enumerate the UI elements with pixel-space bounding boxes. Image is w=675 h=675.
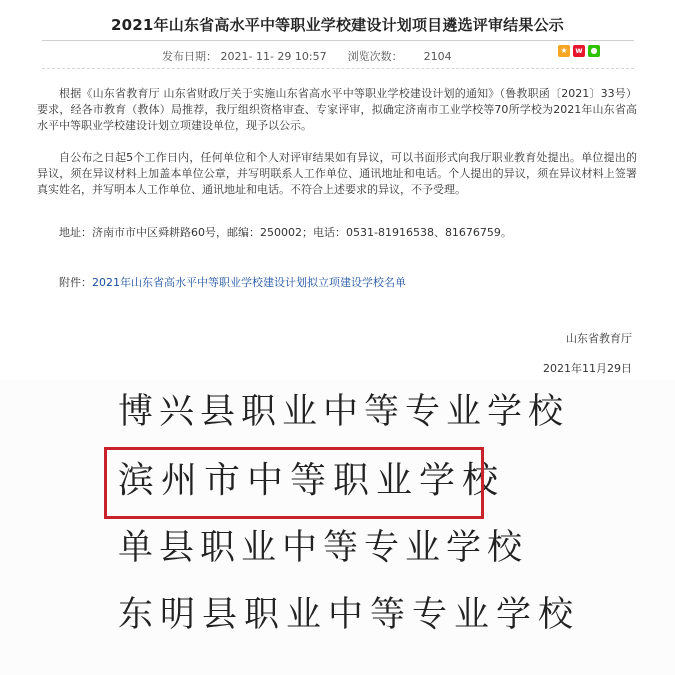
signature-date: 2021年11月29日 (543, 362, 632, 375)
publish-date-label: 发布日期： (162, 50, 217, 63)
attachment-line (59, 274, 406, 290)
share-buttons (558, 45, 600, 57)
school-name: 东明县职业中等专业学校 (118, 595, 581, 635)
signature-org: 山东省教育厅 (566, 332, 632, 345)
body-paragraph: 根据《山东省教育厅 山东省财政厅关于实施山东省高水平中等职业学校建设计划的通知》（鲁教职函〔2021〕33号）要求，经各市教育（教体）局推荐，我厅组织资格审查、专家评审，拟确定济南市工业学校等70所学校为2021年山东省高水平中等职业学校建设计划立项建设单位，现予以公示。 (37, 87, 637, 132)
highlight-box (104, 447, 484, 519)
views-count: 2104 (423, 50, 452, 63)
article-meta (162, 48, 452, 64)
page-title: 2021年山东省高水平中等职业学校建设计划项目遴选评审结果公示 (111, 16, 564, 34)
weibo-icon[interactable]: w (573, 45, 585, 57)
title-divider (42, 40, 634, 41)
publish-date-value: 2021- 11- 29 10:57 (220, 50, 327, 63)
views-label: 浏览次数： (347, 50, 403, 63)
wechat-icon[interactable]: ● (588, 45, 600, 57)
qzone-icon[interactable]: ★ (558, 45, 570, 57)
attachment-link[interactable]: 2021年山东省高水平中等职业学校建设计划拟立项建设学校名单 (92, 276, 406, 289)
body-paragraph: 自公布之日起5个工作日内，任何单位和个人对评审结果如有异议，可以书面形式向我厅职业教育处提出。单位提出的异议，须在异议材料上加盖本单位公章，并写明联系人工作单位、通讯地址和电话。个人提出的异议，须在异议材料上签署真实姓名，并写明本人工作单位、通讯地址和电话。不符合上述要求的异议，不予受理。 (37, 151, 637, 196)
attachment-label: 附件： (59, 276, 92, 289)
meta-divider (42, 68, 634, 70)
school-name: 博兴县职业中等专业学校 (118, 392, 570, 432)
school-name: 单县职业中等专业学校 (118, 528, 529, 568)
school-name-highlighted: 滨州市中等职业学校 (118, 460, 506, 501)
address-paragraph: 地址：济南市市中区舜耕路60号，邮编：250002；电话：0531-81916538、81676759。 (59, 226, 512, 239)
